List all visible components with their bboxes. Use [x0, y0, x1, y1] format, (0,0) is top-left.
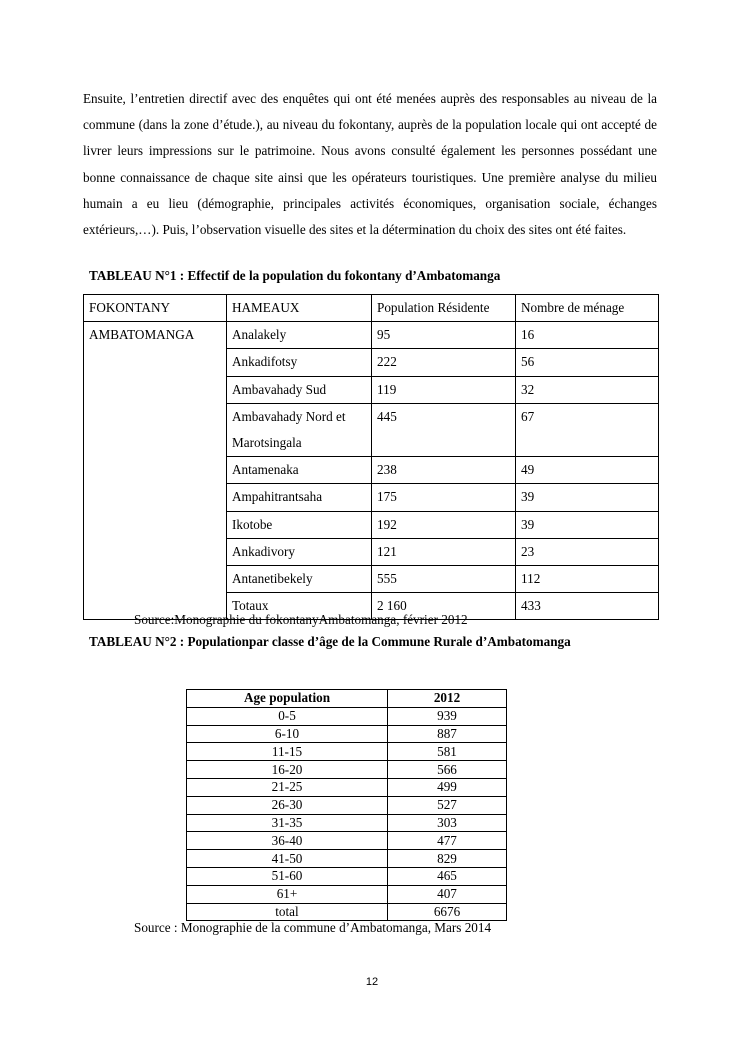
age-cell: 16-20 — [187, 761, 388, 779]
menages-cell: 39 — [516, 511, 659, 538]
hameau-cell: Totaux — [227, 593, 372, 620]
table1-row — [84, 322, 659, 349]
age-cell: 41-50 — [187, 850, 388, 868]
table1-source: Source:Monographie du fokontanyAmbatomanga, février 2012 — [134, 612, 468, 627]
age-population-table — [186, 689, 507, 921]
menages-cell: 433 — [516, 593, 659, 620]
population-cell: 238 — [372, 457, 516, 484]
population-cell: 222 — [372, 349, 516, 376]
hameau-cell: Ankadivory — [227, 538, 372, 565]
header-year: 2012 — [388, 690, 507, 708]
hameau-cell: Analakely — [227, 322, 372, 349]
table2-source: Source : Monographie de la commune d’Ambatomanga, Mars 2014 — [134, 920, 492, 935]
table2-row — [187, 850, 507, 868]
table2-row — [187, 778, 507, 796]
age-cell: 21-25 — [187, 778, 388, 796]
table2-row — [187, 885, 507, 903]
value-cell: 465 — [388, 867, 507, 885]
age-cell: 31-35 — [187, 814, 388, 832]
value-cell: 499 — [388, 778, 507, 796]
value-cell: 407 — [388, 885, 507, 903]
age-cell: 36-40 — [187, 832, 388, 850]
age-cell: 51-60 — [187, 867, 388, 885]
header-age: Age population — [187, 690, 388, 708]
table2-row — [187, 903, 507, 921]
table1-title: TABLEAU N°1 : Effectif de la population du fokontany d’Ambatomanga — [89, 268, 501, 283]
population-cell: 121 — [372, 538, 516, 565]
table2-row — [187, 832, 507, 850]
hameau-cell: Ambavahady Nord et Marotsingala — [227, 403, 372, 456]
menages-cell: 16 — [516, 322, 659, 349]
table2-row — [187, 867, 507, 885]
age-cell: 0-5 — [187, 707, 388, 725]
hameau-cell: Antanetibekely — [227, 566, 372, 593]
table2-row — [187, 707, 507, 725]
table2-header-row — [187, 690, 507, 708]
menages-cell: 32 — [516, 376, 659, 403]
table2-row — [187, 761, 507, 779]
value-cell: 581 — [388, 743, 507, 761]
table2-row — [187, 725, 507, 743]
population-cell: 95 — [372, 322, 516, 349]
value-cell: 6676 — [388, 903, 507, 921]
hameau-cell: Ankadifotsy — [227, 349, 372, 376]
value-cell: 939 — [388, 707, 507, 725]
menages-cell: 39 — [516, 484, 659, 511]
population-fokontany-table — [83, 294, 659, 620]
population-cell: 192 — [372, 511, 516, 538]
value-cell: 566 — [388, 761, 507, 779]
age-cell: total — [187, 903, 388, 921]
age-cell: 6-10 — [187, 725, 388, 743]
population-cell: 119 — [372, 376, 516, 403]
fokontany-cell: AMBATOMANGA — [84, 322, 227, 620]
population-cell: 2 160 — [372, 593, 516, 620]
population-cell: 175 — [372, 484, 516, 511]
population-cell: 555 — [372, 566, 516, 593]
body-paragraph: Ensuite, l’entretien directif avec des enquêtes qui ont été menées auprès des responsables au niveau de la commune (dans la zone d’étude.), au niveau du fokontany, auprès de la population locale qui ont accepté de livrer leurs impressions sur le patrimoine. Nous avons consulté également les personnes possédant une bonne connaissance de chaque site ainsi que les opérateurs touristiques. Une première analyse du milieu humain a eu lieu (démographie, principales activités économiques, organisation sociale, échanges extérieurs,…). Puis, l’observation visuelle des sites et la détermination du choix des sites ont été faites. — [83, 91, 657, 238]
table1-header-row — [84, 295, 659, 322]
age-cell: 61+ — [187, 885, 388, 903]
header-menages: Nombre de ménage — [516, 295, 659, 322]
value-cell: 887 — [388, 725, 507, 743]
value-cell: 303 — [388, 814, 507, 832]
table2-title: TABLEAU N°2 : Populationpar classe d’âge de la Commune Rurale d’Ambatomanga — [89, 634, 571, 649]
menages-cell: 49 — [516, 457, 659, 484]
header-hameaux: HAMEAUX — [227, 295, 372, 322]
value-cell: 477 — [388, 832, 507, 850]
age-cell: 26-30 — [187, 796, 388, 814]
value-cell: 527 — [388, 796, 507, 814]
header-fokontany: FOKONTANY — [84, 295, 227, 322]
hameau-cell: Antamenaka — [227, 457, 372, 484]
menages-cell: 23 — [516, 538, 659, 565]
menages-cell: 112 — [516, 566, 659, 593]
page-number: 12 — [365, 976, 379, 988]
hameau-cell: Ambavahady Sud — [227, 376, 372, 403]
table2-row — [187, 796, 507, 814]
value-cell: 829 — [388, 850, 507, 868]
table2-row — [187, 743, 507, 761]
population-cell: 445 — [372, 403, 516, 456]
table2-row — [187, 814, 507, 832]
age-cell: 11-15 — [187, 743, 388, 761]
hameau-cell: Ampahitrantsaha — [227, 484, 372, 511]
header-population: Population Résidente — [372, 295, 516, 322]
menages-cell: 67 — [516, 403, 659, 456]
hameau-cell: Ikotobe — [227, 511, 372, 538]
menages-cell: 56 — [516, 349, 659, 376]
